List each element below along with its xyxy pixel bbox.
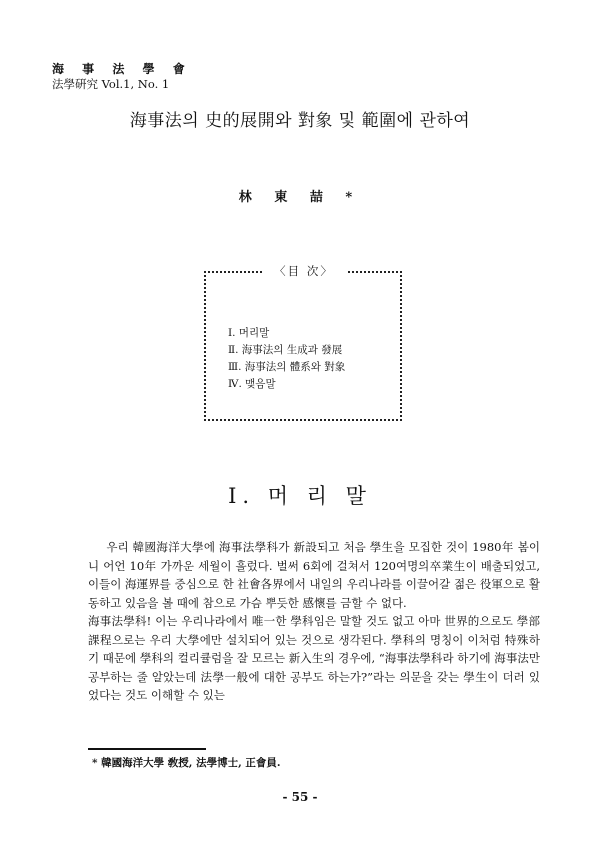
article-title: 海事法의 史的展開와 對象 및 範圍에 관하여: [129, 111, 471, 131]
toc-item: Ⅱ. 海事法의 生成과 發展: [228, 344, 343, 356]
journal-volume: 法學硏究 Vol.1, No. 1: [52, 77, 170, 91]
toc-item: Ⅲ. 海事法의 體系와 對象: [228, 361, 346, 373]
toc-item: Ⅳ. 맺음말: [228, 378, 276, 390]
paragraph: 우리 韓國海洋大學에 海事法學科가 新設되고 처음 學生을 모집한 것이 1980年 봄이니 어언 10年 가까운 세월이 흘렀다. 벌써 6회에 걸쳐서 120여명의卒業生이 배출되었고, 이들이 海運界를 중심으로 한 社會各界에서 내일의 우리나라를 이끌어갈 젊은 役軍으로 활동하고 있음을 볼 때에 참으로 가슴 뿌듯한 感懷를 금할 수 없다.: [88, 540, 540, 610]
paragraph: 海事法學科! 이는 우리나라에서 唯一한 學科임은 말할 것도 없고 아마 世界的으로도 學部課程으로는 우리 大學에만 설치되어 있는 것으로 생각된다. 學科의 명칭이 이처럼 特殊하기 때문에 學科의 컬리큘럼을 잘 모르는 新入生의 경우에, “海事法學科라 하기에 海事法만 공부하는 줄 알았는데 法學一般에 대한 공부도 하는가?”라는 의문을 갖는 學生이 더러 있었다는 것도 이해할 수 있는: [88, 614, 540, 702]
body-text: [88, 538, 540, 705]
footnote: * 韓國海洋大學 敎授, 法學博士, 正會員.: [92, 757, 281, 769]
author-name: 林 東 喆 *: [238, 190, 362, 205]
journal-name: 海 事 法 學 會: [52, 62, 192, 76]
toc-heading: 〈目 次〉: [262, 263, 346, 279]
footnote-divider: [88, 748, 206, 750]
journal-header: [52, 62, 192, 92]
toc-list: [228, 325, 345, 393]
toc-item: Ⅰ. 머리말: [228, 327, 270, 339]
section-heading: Ⅰ. 머 리 말: [228, 484, 372, 508]
page-number: - 55 -: [282, 790, 318, 804]
